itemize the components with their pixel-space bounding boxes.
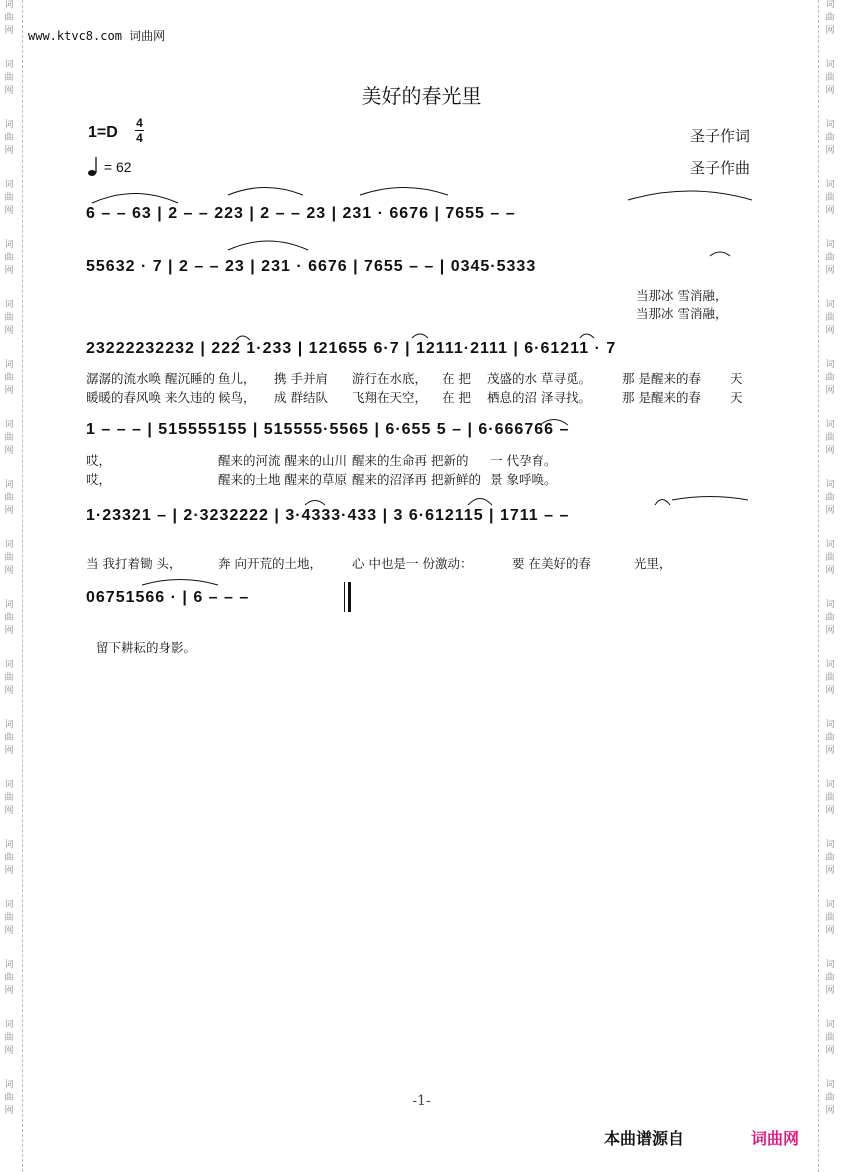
margin-watermark-char: 词 <box>825 900 835 910</box>
margin-watermark-char: 词 <box>825 540 835 550</box>
margin-watermark-char: 曲 <box>4 853 14 863</box>
margin-watermark-char: 曲 <box>825 1093 835 1103</box>
margin-watermark-char: 网 <box>4 806 14 816</box>
margin-watermark-char: 词 <box>4 300 14 310</box>
margin-watermark-char: 网 <box>4 1106 14 1116</box>
margin-watermark-char: 网 <box>825 866 835 876</box>
margin-watermark-char: 曲 <box>4 673 14 683</box>
margin-watermark-char: 词 <box>4 60 14 70</box>
margin-watermark-char: 网 <box>4 986 14 996</box>
margin-watermark-char: 曲 <box>825 73 835 83</box>
margin-watermark-char: 词 <box>825 480 835 490</box>
margin-watermark-char: 网 <box>825 206 835 216</box>
margin-watermark-char: 网 <box>825 746 835 756</box>
margin-watermark-char: 网 <box>825 86 835 96</box>
margin-watermark-char: 词 <box>4 540 14 550</box>
margin-watermark-char: 词 <box>825 660 835 670</box>
lyric-line-5-3: 心 中也是一 份激动： <box>352 556 473 571</box>
margin-watermark-char: 词 <box>825 420 835 430</box>
lyric-line-4b-4: 景 象呼唤。 <box>490 472 557 487</box>
margin-watermark-char: 网 <box>4 266 14 276</box>
margin-watermark-char: 词 <box>825 840 835 850</box>
margin-watermark-char: 词 <box>4 120 14 130</box>
key-signature: 1=D <box>88 124 118 141</box>
margin-watermark-char: 网 <box>4 686 14 696</box>
site-header[interactable]: www.ktvc8.com 词曲网 <box>28 29 166 43</box>
margin-watermark-char: 曲 <box>4 913 14 923</box>
lyricist-credit: 圣子作词 <box>690 127 751 145</box>
margin-watermark-char: 网 <box>4 26 14 36</box>
margin-watermark-char: 网 <box>4 326 14 336</box>
margin-watermark-char: 词 <box>825 1020 835 1030</box>
song-title: 美好的春光里 <box>361 84 482 108</box>
lyric-line-2b: 当那冰 雪消融， <box>636 306 728 321</box>
margin-watermark-char: 词 <box>825 60 835 70</box>
lyric-line-2a: 当那冰 雪消融， <box>636 288 728 303</box>
margin-watermark-char: 词 <box>4 420 14 430</box>
margin-watermark-char: 词 <box>825 1080 835 1090</box>
margin-watermark-char: 曲 <box>825 373 835 383</box>
margin-watermark-char: 曲 <box>825 673 835 683</box>
margin-watermark-char: 词 <box>825 600 835 610</box>
margin-watermark-char: 网 <box>825 506 835 516</box>
margin-watermark-char: 词 <box>4 1080 14 1090</box>
margin-watermark-char: 网 <box>4 566 14 576</box>
margin-watermark-char: 词 <box>825 120 835 130</box>
margin-watermark-char: 网 <box>825 986 835 996</box>
page-number: -1- <box>412 1093 431 1109</box>
margin-watermark-char: 网 <box>4 1046 14 1056</box>
margin-watermark-char: 网 <box>825 1106 835 1116</box>
lyric-line-3a-8: 天 <box>730 371 743 386</box>
margin-watermark-char: 词 <box>825 960 835 970</box>
lyric-line-5-5: 光里， <box>634 556 672 571</box>
margin-watermark-char: 曲 <box>4 613 14 623</box>
lyric-line-4b-2: 醒来的土地 醒来的草原 <box>218 472 347 487</box>
lyric-line-3b-6: 栖息的沼 泽寻找。 <box>487 390 591 405</box>
margin-watermark-char: 网 <box>4 446 14 456</box>
lyric-line-3b-1: 暖暖的春风唤 来久违的 <box>86 390 215 405</box>
margin-watermark-char: 网 <box>825 326 835 336</box>
margin-watermark-char: 词 <box>825 720 835 730</box>
margin-watermark-char: 词 <box>4 360 14 370</box>
margin-watermark-char: 词 <box>825 240 835 250</box>
lyric-line-3a-6: 茂盛的水 草寻觅。 <box>487 371 591 386</box>
margin-watermark-char: 词 <box>4 900 14 910</box>
margin-watermark-char: 网 <box>4 506 14 516</box>
margin-watermark-char: 词 <box>4 840 14 850</box>
margin-watermark-char: 网 <box>4 146 14 156</box>
tempo-value: = 62 <box>103 159 132 175</box>
margin-watermark-char: 网 <box>825 566 835 576</box>
margin-watermark-char: 词 <box>825 180 835 190</box>
margin-watermark-char: 网 <box>4 746 14 756</box>
time-signature-top: 4 <box>136 116 143 130</box>
lyric-line-4b-1: 哎， <box>86 472 112 487</box>
staff-line-2: 55632 · 7 | 2 – – 23 | 231 · 6676 | 7655 – – | 0345·5333 <box>86 258 537 275</box>
margin-watermark-char: 词 <box>4 480 14 490</box>
staff-line-5: 1·23321 – | 2·3232222 | 3·4333·433 | 3 6·612115 | 1711 – – <box>86 507 570 524</box>
margin-watermark-char: 曲 <box>4 493 14 503</box>
margin-watermark-char: 网 <box>4 206 14 216</box>
margin-watermark-char: 曲 <box>4 1093 14 1103</box>
lyric-line-3a-3: 携 手并肩 <box>274 371 328 386</box>
margin-watermark-char: 曲 <box>4 253 14 263</box>
lyric-line-4a-2: 醒来的河流 醒来的山川 <box>218 453 347 468</box>
lyric-line-3a-7: 那 是醒来的春 <box>622 371 701 386</box>
margin-watermark-char: 曲 <box>825 253 835 263</box>
margin-watermark-char: 曲 <box>825 133 835 143</box>
lyric-line-3a-2: 鱼儿， <box>218 371 256 386</box>
margin-watermark-char: 词 <box>825 780 835 790</box>
source-label: 本曲谱源自 <box>604 1129 685 1148</box>
lyric-line-3b-8: 天 <box>730 390 743 405</box>
time-signature-bottom: 4 <box>136 131 143 145</box>
margin-watermark-char: 词 <box>825 360 835 370</box>
margin-watermark-char: 网 <box>825 386 835 396</box>
margin-watermark-char: 网 <box>825 1046 835 1056</box>
margin-watermark-char: 词 <box>4 1020 14 1030</box>
margin-watermark-char: 网 <box>825 26 835 36</box>
margin-watermark-char: 网 <box>825 686 835 696</box>
lyric-line-3b-3: 成 群结队 <box>274 390 328 405</box>
source-site-link[interactable]: 词曲网 <box>751 1129 800 1148</box>
lyric-line-5-2: 奔 向开荒的土地， <box>218 556 322 571</box>
margin-watermark-char: 网 <box>4 626 14 636</box>
staff-line-1: 6 – – 63 | 2 – – 223 | 2 – – 23 | 231 · 6676 | 7655 – – <box>86 205 516 222</box>
margin-watermark-char: 词 <box>4 0 14 10</box>
lyric-line-3b-5: 在 把 <box>442 390 471 405</box>
margin-watermark-char: 曲 <box>4 433 14 443</box>
margin-watermark-char: 词 <box>4 240 14 250</box>
margin-watermark-char: 词 <box>4 600 14 610</box>
margin-watermark-char: 曲 <box>825 313 835 323</box>
margin-watermark-char: 词 <box>4 960 14 970</box>
margin-watermark-char: 词 <box>825 300 835 310</box>
margin-watermark-char: 网 <box>825 446 835 456</box>
lyric-line-4a-1: 哎， <box>86 453 112 468</box>
margin-watermark-char: 曲 <box>825 853 835 863</box>
margin-watermark-char: 曲 <box>4 1033 14 1043</box>
margin-watermark-char: 词 <box>4 660 14 670</box>
margin-watermark-char: 曲 <box>4 313 14 323</box>
margin-watermark-char: 网 <box>825 926 835 936</box>
margin-watermark-char: 网 <box>4 86 14 96</box>
staff-line-4: 1 – – – | 515555155 | 515555·5565 | 6·655 5 – | 6·666766 – <box>86 421 570 438</box>
lyric-line-4a-3: 醒来的生命再 把新的 <box>352 453 469 468</box>
margin-watermark-char: 词 <box>4 720 14 730</box>
lyric-line-4b-3: 醒来的沼泽再 把新鲜的 <box>352 472 481 487</box>
margin-watermark-char: 网 <box>825 626 835 636</box>
lyric-line-6: 留下耕耘的身影。 <box>96 640 197 655</box>
margin-watermark-char: 曲 <box>4 13 14 23</box>
margin-watermark-char: 网 <box>825 146 835 156</box>
margin-watermark-char: 网 <box>4 866 14 876</box>
margin-watermark-char: 词 <box>4 780 14 790</box>
margin-watermark-char: 曲 <box>825 433 835 443</box>
margin-watermark-char: 网 <box>4 926 14 936</box>
margin-watermark-char: 曲 <box>4 373 14 383</box>
margin-watermark-char: 曲 <box>4 133 14 143</box>
margin-watermark-char: 曲 <box>4 73 14 83</box>
margin-watermark-char: 曲 <box>825 13 835 23</box>
margin-watermark-char: 曲 <box>4 973 14 983</box>
margin-watermark-char: 曲 <box>825 493 835 503</box>
margin-watermark-char: 曲 <box>825 1033 835 1043</box>
composer-credit: 圣子作曲 <box>690 159 751 177</box>
staff-line-3: 23222232232 | 222 1·233 | 121655 6·7 | 12111·2111 | 6·61211 · 7 <box>86 340 617 357</box>
staff-line-6: 06751566 · | 6 – – – <box>86 589 250 606</box>
margin-watermark-char: 词 <box>4 180 14 190</box>
margin-watermark-char: 曲 <box>825 913 835 923</box>
lyric-line-3a-4: 游行在水底， <box>352 371 428 386</box>
margin-watermark-char: 曲 <box>4 793 14 803</box>
lyric-line-5-4: 要 在美好的春 <box>512 556 591 571</box>
lyric-line-3b-4: 飞翔在天空， <box>352 390 428 405</box>
margin-watermark-char: 曲 <box>825 733 835 743</box>
margin-watermark-char: 曲 <box>825 613 835 623</box>
lyric-line-4a-4: 一 代孕育。 <box>490 453 557 468</box>
margin-watermark-char: 曲 <box>825 193 835 203</box>
lyric-line-3b-2: 候鸟， <box>218 390 256 405</box>
lyric-line-5-1: 当 我打着锄 头， <box>86 556 182 571</box>
lyric-line-3b-7: 那 是醒来的春 <box>622 390 701 405</box>
margin-watermark-char: 网 <box>825 266 835 276</box>
margin-watermark-char: 曲 <box>4 193 14 203</box>
margin-watermark-char: 曲 <box>4 733 14 743</box>
margin-watermark-char: 词 <box>825 0 835 10</box>
margin-watermark-char: 网 <box>4 386 14 396</box>
lyric-line-3a-1: 潺潺的流水唤 醒沉睡的 <box>86 371 215 386</box>
lyric-line-3a-5: 在 把 <box>442 371 471 386</box>
margin-watermark-char: 曲 <box>4 553 14 563</box>
margin-watermark-char: 曲 <box>825 793 835 803</box>
margin-watermark-char: 曲 <box>825 973 835 983</box>
margin-watermark-char: 网 <box>825 806 835 816</box>
margin-watermark-char: 曲 <box>825 553 835 563</box>
